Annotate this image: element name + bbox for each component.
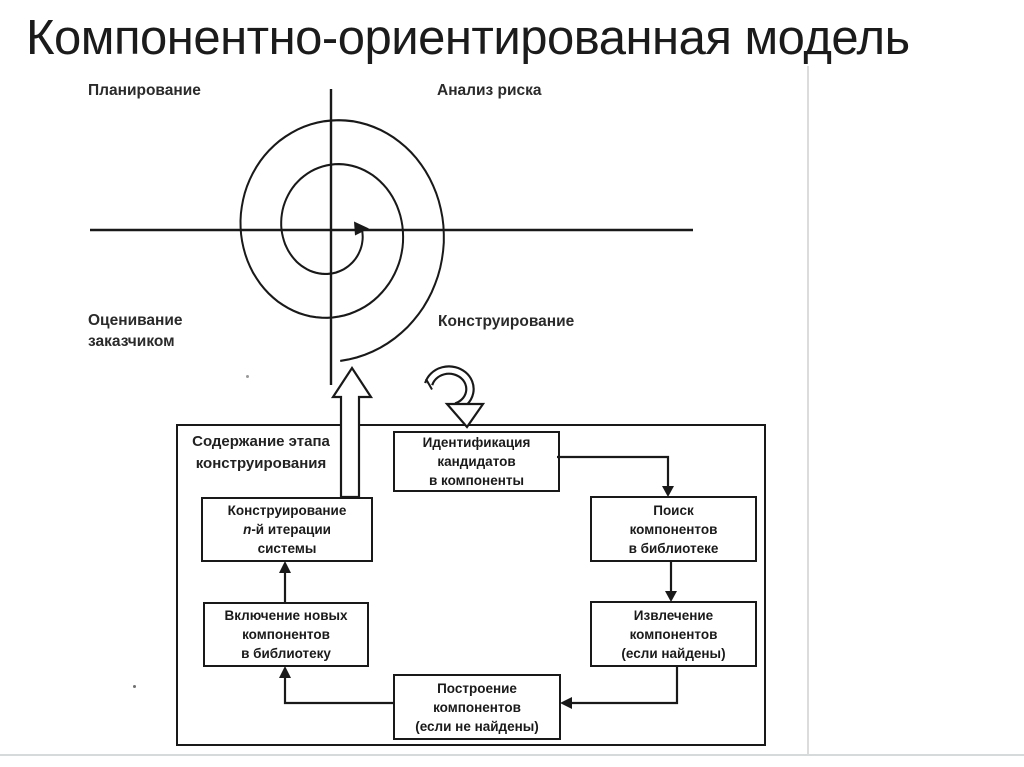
box-search-line2: компонентов	[629, 521, 718, 537]
box-identification-line3: в компоненты	[428, 473, 525, 488]
spiral-arrowhead-icon	[354, 222, 369, 236]
box-iteration-n: n	[243, 522, 252, 537]
box-extraction-line2: компонентов	[629, 626, 718, 642]
box-identification-line1: Идентификация	[422, 435, 531, 450]
box-search-line1: Поиск	[653, 502, 694, 518]
quadrant-label-planning: Планирование	[88, 82, 201, 99]
box-search	[590, 496, 757, 562]
spiral-path	[241, 120, 444, 361]
flowchart-caption-line1: Содержание этапа	[192, 433, 330, 450]
box-iteration-line2-rest: -й итерации	[251, 522, 331, 537]
quadrant-label-risk-analysis: Анализ риска	[437, 82, 542, 99]
box-iteration	[201, 497, 373, 562]
flowchart-caption	[181, 431, 341, 475]
box-extraction	[590, 601, 757, 667]
box-identification-line2: кандидатов	[437, 454, 516, 469]
flowchart-caption-line2: конструирования	[195, 455, 327, 472]
box-build	[393, 674, 561, 740]
slide-bottom-divider	[0, 754, 1024, 756]
loop-arrow-outline	[429, 370, 470, 407]
box-inclusion-line2: компонентов	[242, 627, 330, 642]
box-iteration-line3: системы	[257, 541, 317, 556]
loop-arrow-end-cap	[426, 379, 432, 390]
box-extraction-line1: Извлечение	[633, 607, 714, 623]
quadrant-label-customer-evaluation	[88, 310, 183, 352]
box-build-line3: (если не найдены)	[415, 718, 539, 734]
box-inclusion	[203, 602, 369, 667]
loop-arrow-icon	[426, 370, 483, 427]
box-iteration-line2	[243, 520, 331, 539]
loop-arrow-fill	[429, 370, 470, 407]
scan-speck	[133, 685, 136, 688]
box-search-line3: в библиотеке	[628, 540, 719, 556]
box-identification	[393, 431, 560, 492]
scan-image-right-edge	[807, 66, 809, 756]
box-extraction-line3: (если найдены)	[621, 645, 726, 661]
quadrant-label-customer-evaluation-line2: заказчиком	[88, 333, 175, 350]
page-title: Компонентно-ориентированная модель	[26, 11, 910, 65]
box-iteration-line1: Конструирование	[227, 503, 347, 518]
scan-speck	[246, 375, 249, 378]
box-inclusion-line1: Включение новых	[224, 608, 348, 623]
quadrant-label-customer-evaluation-line1: Оценивание	[88, 312, 183, 329]
quadrant-label-construction: Конструирование	[438, 313, 575, 330]
box-build-line1: Построение	[437, 680, 517, 696]
box-inclusion-line3: в библиотеку	[241, 646, 331, 661]
box-build-line2: компонентов	[433, 699, 521, 715]
